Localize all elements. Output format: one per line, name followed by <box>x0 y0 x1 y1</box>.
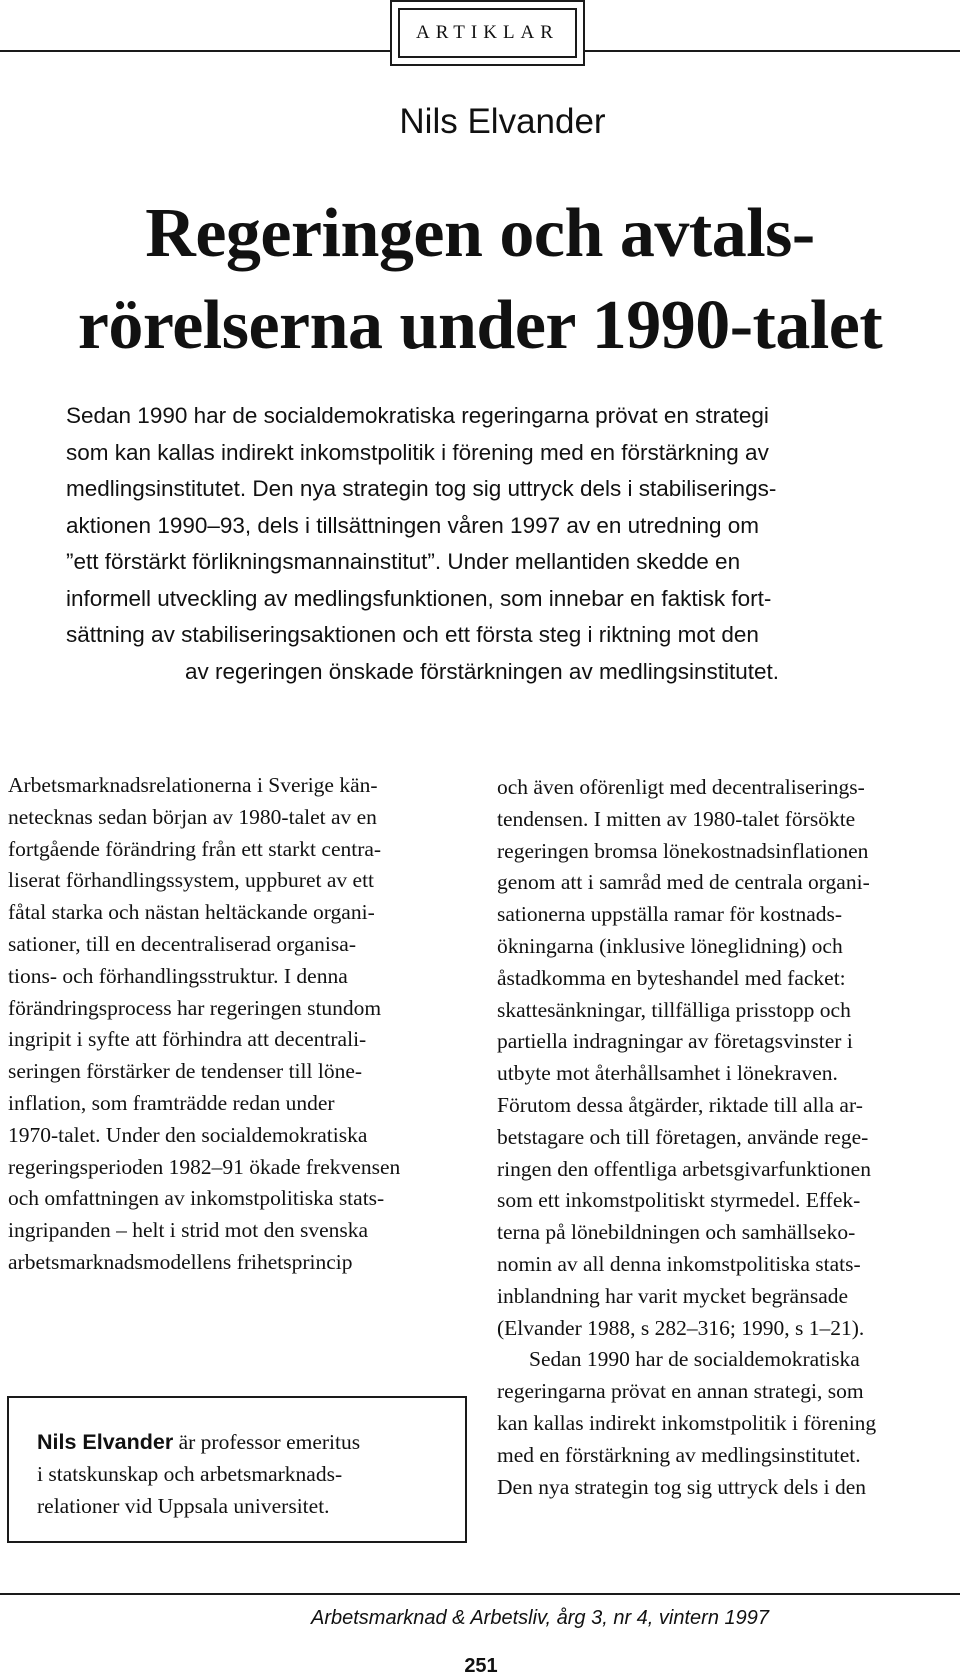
body-line: Arbetsmarknadsrelationerna i Sverige kän- <box>8 773 378 797</box>
abstract-line: informell utveckling av medlingsfunktionen, som innebar en faktisk fort- <box>66 585 772 611</box>
body-line: fortgående förändring från ett starkt centra- <box>8 836 382 861</box>
body-line: liserat förhandlingssystem, uppburet av ett <box>8 868 375 893</box>
body-line: åstadkomma en byteshandel med facket: <box>497 965 846 990</box>
author-bio-box <box>7 1396 467 1543</box>
bio-line <box>37 1426 457 1458</box>
abstract <box>66 398 898 690</box>
body-line: utbyte mot återhållsamhet i lönekraven. <box>497 1061 838 1086</box>
body-line: nomin av all denna inkomstpolitiska stats- <box>497 1251 861 1276</box>
body-line: ringen den offentliga arbetsgivarfunktionen <box>497 1156 871 1181</box>
body-line: terna på lönebildningen och samhällseko- <box>497 1220 856 1245</box>
body-column-left <box>8 770 463 1279</box>
body-line: som ett inkomstpolitiskt styrmedel. Effek- <box>497 1188 861 1213</box>
body-line: ökningarna (inklusive löneglidning) och <box>497 933 843 958</box>
abstract-line: sättning av stabiliseringsaktionen och ett första steg i riktning mot den <box>66 622 759 647</box>
body-line: och omfattningen av inkomstpolitiska stats- <box>8 1186 385 1211</box>
body-line: regeringsperioden 1982–91 ökade frekvensen <box>8 1154 401 1179</box>
body-line: ingripanden – helt i strid mot den svenska <box>8 1218 369 1243</box>
bio-text-rest: är professor emeritus <box>173 1430 361 1454</box>
body-line: partiella indragningar av företagsvinster i <box>497 1029 853 1054</box>
body-line: med en förstärkning av medlingsinstitutet. <box>497 1442 861 1467</box>
body-line: tendensen. I mitten av 1980-talet försökte <box>497 806 856 831</box>
body-line: tions- och förhandlingsstruktur. I denna <box>8 963 348 988</box>
author-name: Nils Elvander <box>399 102 606 141</box>
body-line: inflation, som framträdde redan under <box>8 1090 335 1115</box>
body-line: seringen förstärker de tendenser till löne- <box>8 1059 363 1084</box>
body-line: sationer, till en decentraliserad organisa- <box>8 931 356 956</box>
title-line: rörelserna under 1990-talet <box>77 287 883 364</box>
body-line: arbetsmarknadsmodellens frihetsprincip <box>8 1249 353 1274</box>
journal-citation: Arbetsmarknad & Arbetsliv, årg 3, nr 4, vintern 1997 <box>311 1607 769 1629</box>
body-line: inblandning har varit mycket begränsade <box>497 1283 849 1308</box>
body-line: betstagare och till företagen, använde rege- <box>497 1124 869 1149</box>
title-line: Regeringen och avtals- <box>145 195 815 272</box>
body-line: netecknas sedan början av 1980-talet av en <box>8 804 377 829</box>
page-number: 251 <box>464 1655 498 1677</box>
article-title <box>40 188 920 372</box>
body-line: skattesänkningar, tillfälliga prisstopp och <box>497 997 851 1022</box>
bio-author-name: Nils Elvander <box>37 1430 174 1454</box>
body-line: 1970-talet. Under den socialdemokratiska <box>8 1122 368 1147</box>
footer-rule <box>0 1593 960 1595</box>
body-line: förändringsprocess har regeringen stundom <box>8 995 382 1020</box>
body-column-right <box>497 772 955 1503</box>
body-line: kan kallas indirekt inkomstpolitik i förening <box>497 1410 877 1435</box>
bio-line: relationer vid Uppsala universitet. <box>37 1494 330 1518</box>
body-line: (Elvander 1988, s 282–316; 1990, s 1–21). <box>497 1315 865 1340</box>
bio-line: i statskunskap och arbetsmarknads- <box>37 1462 343 1486</box>
author-bio <box>37 1426 457 1522</box>
body-line: ingripit i syfte att förhindra att decentrali- <box>8 1027 367 1052</box>
body-line: Sedan 1990 har de socialdemokratiska <box>529 1347 860 1372</box>
body-line: sationerna uppställa ramar för kostnads- <box>497 902 843 927</box>
abstract-line: aktionen 1990–93, dels i tillsättningen våren 1997 av en utredning om <box>66 512 759 538</box>
section-label: ARTIKLAR <box>398 8 577 58</box>
body-line: genom att i samråd med de centrala organi- <box>497 870 870 895</box>
body-line: Förutom dessa åtgärder, riktade till alla ar- <box>497 1092 863 1117</box>
body-line: Den nya strategin tog sig uttryck dels i den <box>497 1474 867 1499</box>
abstract-line: Sedan 1990 har de socialdemokratiska regeringarna prövat en strategi <box>66 403 769 428</box>
body-line: regeringarna prövat en annan strategi, som <box>497 1379 864 1404</box>
body-line: och även oförenligt med decentraliserings- <box>497 775 865 799</box>
abstract-line: medlingsinstitutet. Den nya strategin tog sig uttryck dels i stabiliserings- <box>66 476 777 501</box>
body-line: regeringen bromsa lönekostnadsinflationen <box>497 838 869 863</box>
abstract-line: av regeringen önskade förstärkningen av medlingsinstitutet. <box>184 658 780 684</box>
abstract-line: ”ett förstärkt förlikningsmannainstitut”. Under mellantiden skedde en <box>66 549 741 574</box>
abstract-line: som kan kallas indirekt inkomstpolitik i förening med en förstärkning av <box>66 439 769 465</box>
section-label-box <box>390 0 585 66</box>
body-line: fåtal starka och nästan heltäckande organi- <box>8 900 375 925</box>
